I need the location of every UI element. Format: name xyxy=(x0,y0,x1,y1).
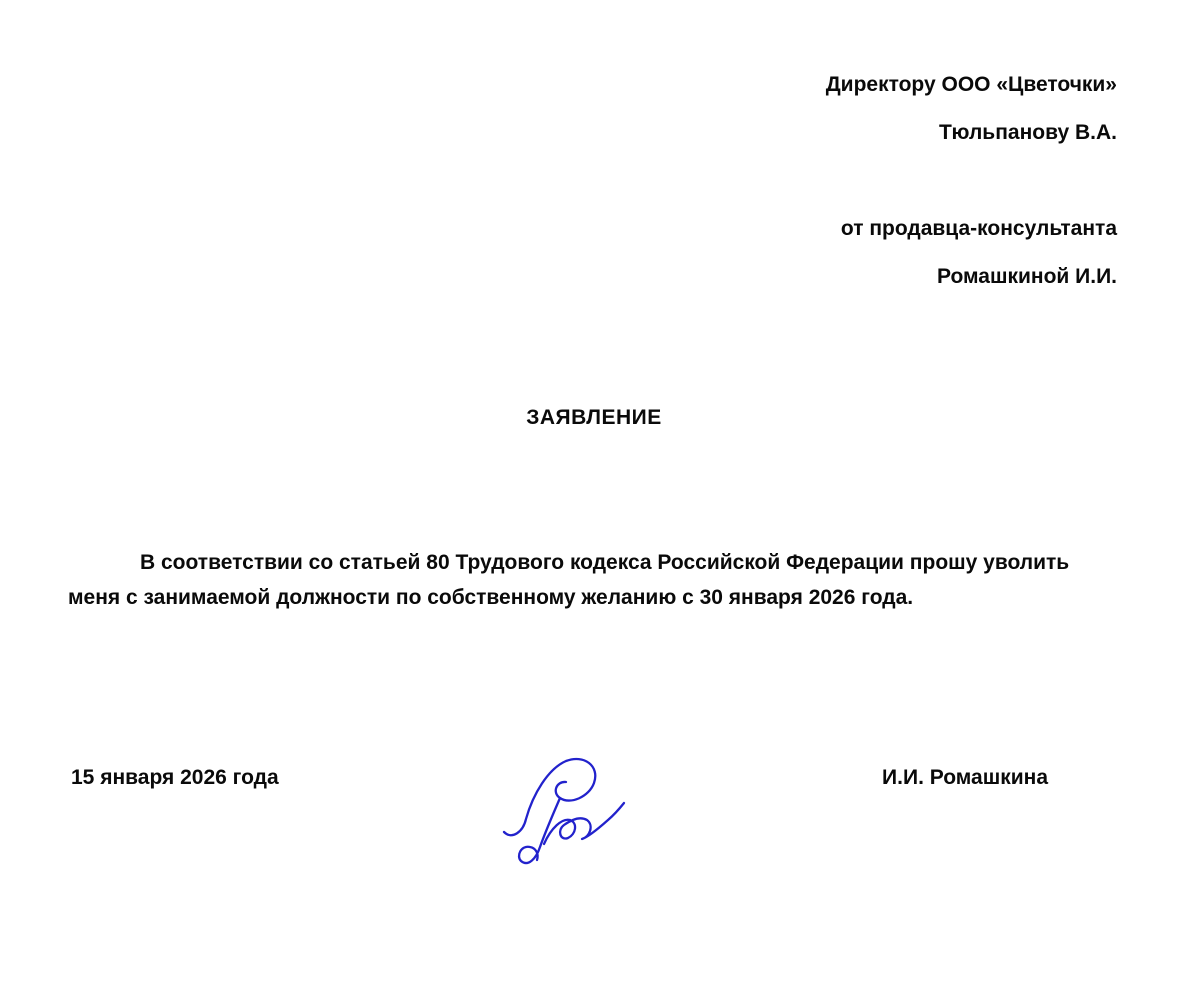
sender-block xyxy=(841,205,1117,301)
sender-line-1: от продавца-консультанта xyxy=(840,217,1117,240)
document-title: ЗАЯВЛЕНИЕ xyxy=(526,406,662,429)
body-paragraph: В соответствии со статьей 80 Трудового кодекса Российской Федерации прошу уволить меня с занимаемой должности по собственному желанию с 30 января 2026 года. xyxy=(68,551,1070,609)
handwritten-signature xyxy=(496,750,628,870)
signature-stroke-stem xyxy=(519,798,560,863)
signer-name: И.И. Ромашкина xyxy=(882,766,1048,789)
sender-line-2: Ромашкиной И.И. xyxy=(936,265,1117,288)
recipient-line-2: Тюльпанову В.А. xyxy=(939,121,1117,144)
date-text: 15 января 2026 года xyxy=(71,766,279,789)
recipient-block xyxy=(826,61,1117,157)
recipient-line-1: Директору ООО «Цветочки» xyxy=(825,73,1117,96)
